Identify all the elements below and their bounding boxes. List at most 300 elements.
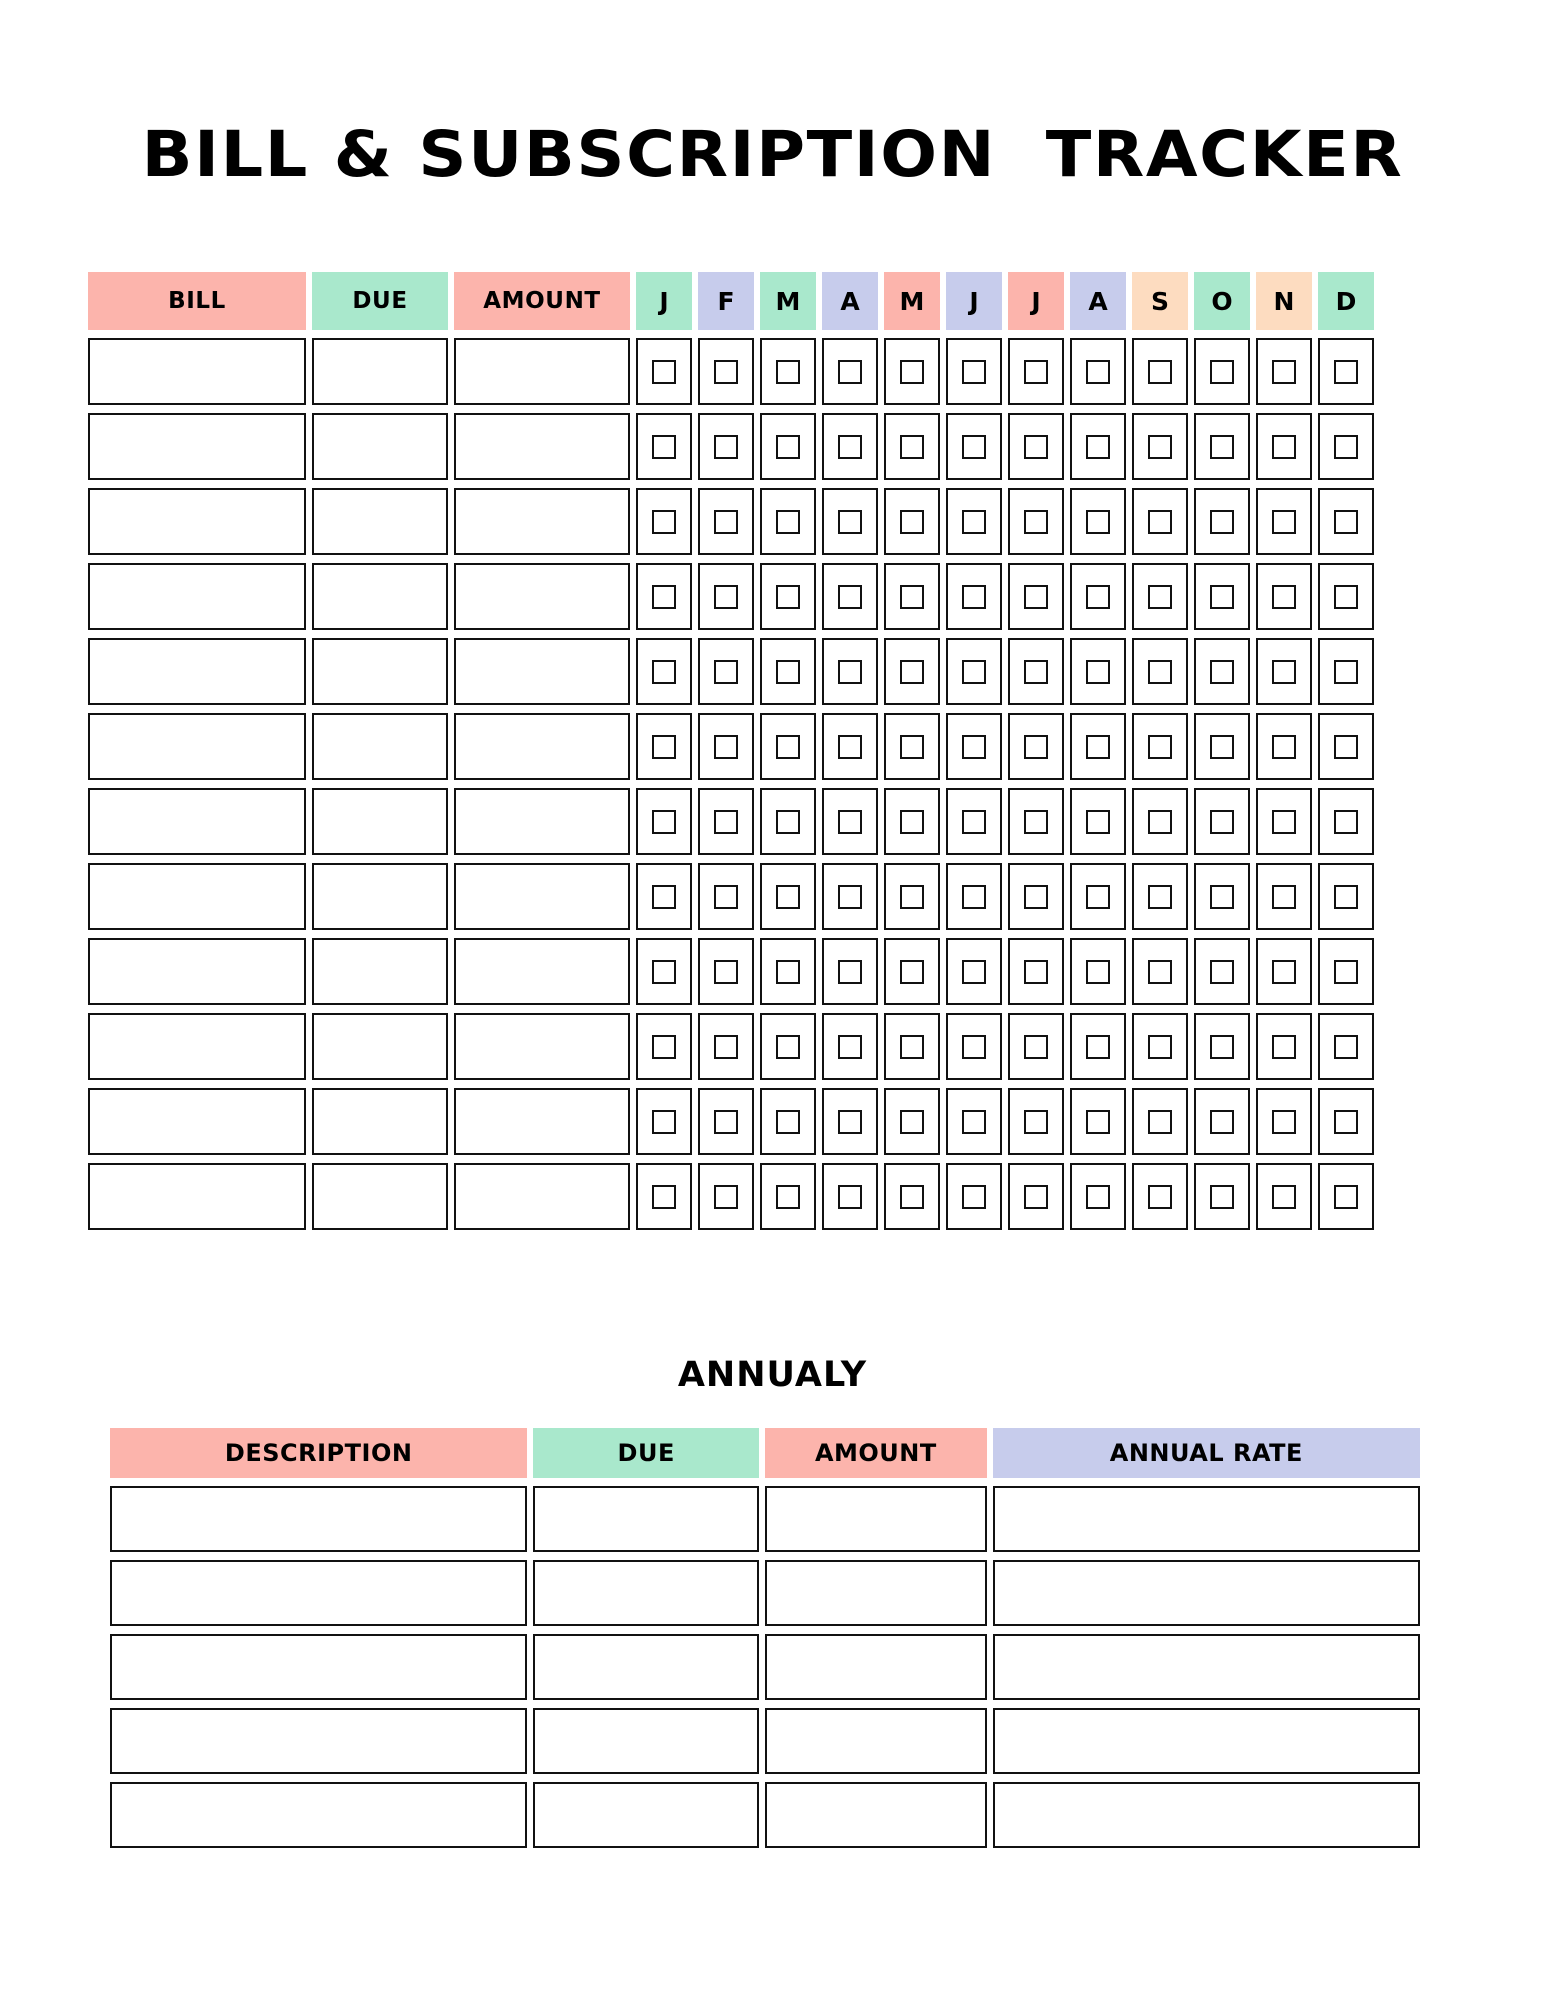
month-cell-5[interactable] <box>884 863 940 930</box>
month-cell-11[interactable] <box>1256 488 1312 555</box>
checkbox-icon[interactable] <box>1272 1035 1296 1059</box>
month-cell-12[interactable] <box>1318 1013 1374 1080</box>
checkbox-icon[interactable] <box>1086 660 1110 684</box>
checkbox-icon[interactable] <box>1334 1185 1358 1209</box>
checkbox-icon[interactable] <box>1272 810 1296 834</box>
month-cell-2[interactable] <box>698 413 754 480</box>
annual-amt-field[interactable] <box>765 1782 987 1848</box>
bill-field[interactable] <box>88 488 306 555</box>
month-cell-9[interactable] <box>1132 563 1188 630</box>
checkbox-icon[interactable] <box>652 735 676 759</box>
month-cell-6[interactable] <box>946 1013 1002 1080</box>
checkbox-icon[interactable] <box>900 1035 924 1059</box>
due-field[interactable] <box>312 863 448 930</box>
month-cell-8[interactable] <box>1070 488 1126 555</box>
annual-rate-field[interactable] <box>993 1634 1420 1700</box>
month-cell-10[interactable] <box>1194 863 1250 930</box>
month-cell-8[interactable] <box>1070 788 1126 855</box>
month-cell-4[interactable] <box>822 863 878 930</box>
checkbox-icon[interactable] <box>1272 1185 1296 1209</box>
bill-field[interactable] <box>88 413 306 480</box>
month-cell-2[interactable] <box>698 488 754 555</box>
checkbox-icon[interactable] <box>1086 510 1110 534</box>
month-cell-6[interactable] <box>946 938 1002 1005</box>
amount-field[interactable] <box>454 1163 630 1230</box>
checkbox-icon[interactable] <box>1272 885 1296 909</box>
bill-field[interactable] <box>88 638 306 705</box>
month-cell-9[interactable] <box>1132 863 1188 930</box>
month-cell-12[interactable] <box>1318 1088 1374 1155</box>
amount-field[interactable] <box>454 413 630 480</box>
month-cell-2[interactable] <box>698 563 754 630</box>
annual-desc-field[interactable] <box>110 1782 527 1848</box>
due-field[interactable] <box>312 563 448 630</box>
month-cell-5[interactable] <box>884 488 940 555</box>
checkbox-icon[interactable] <box>652 1185 676 1209</box>
annual-rate-field[interactable] <box>993 1708 1420 1774</box>
month-cell-8[interactable] <box>1070 1013 1126 1080</box>
checkbox-icon[interactable] <box>776 360 800 384</box>
amount-field[interactable] <box>454 788 630 855</box>
month-cell-10[interactable] <box>1194 1088 1250 1155</box>
month-cell-9[interactable] <box>1132 1088 1188 1155</box>
checkbox-icon[interactable] <box>1086 1185 1110 1209</box>
month-cell-11[interactable] <box>1256 1013 1312 1080</box>
due-field[interactable] <box>312 338 448 405</box>
month-cell-5[interactable] <box>884 638 940 705</box>
month-cell-11[interactable] <box>1256 413 1312 480</box>
checkbox-icon[interactable] <box>1334 885 1358 909</box>
month-cell-11[interactable] <box>1256 938 1312 1005</box>
month-cell-1[interactable] <box>636 788 692 855</box>
checkbox-icon[interactable] <box>1148 435 1172 459</box>
checkbox-icon[interactable] <box>900 510 924 534</box>
bill-field[interactable] <box>88 563 306 630</box>
month-cell-6[interactable] <box>946 563 1002 630</box>
due-field[interactable] <box>312 1013 448 1080</box>
month-cell-5[interactable] <box>884 1013 940 1080</box>
month-cell-5[interactable] <box>884 563 940 630</box>
checkbox-icon[interactable] <box>1086 360 1110 384</box>
bill-field[interactable] <box>88 1088 306 1155</box>
checkbox-icon[interactable] <box>1210 585 1234 609</box>
month-cell-12[interactable] <box>1318 863 1374 930</box>
checkbox-icon[interactable] <box>838 435 862 459</box>
amount-field[interactable] <box>454 638 630 705</box>
checkbox-icon[interactable] <box>1210 960 1234 984</box>
checkbox-icon[interactable] <box>1024 585 1048 609</box>
month-cell-2[interactable] <box>698 338 754 405</box>
month-cell-6[interactable] <box>946 413 1002 480</box>
annual-due-field[interactable] <box>533 1634 759 1700</box>
month-cell-3[interactable] <box>760 1013 816 1080</box>
checkbox-icon[interactable] <box>776 1185 800 1209</box>
checkbox-icon[interactable] <box>652 660 676 684</box>
amount-field[interactable] <box>454 1088 630 1155</box>
checkbox-icon[interactable] <box>1210 360 1234 384</box>
checkbox-icon[interactable] <box>714 1035 738 1059</box>
month-cell-1[interactable] <box>636 713 692 780</box>
annual-rate-field[interactable] <box>993 1486 1420 1552</box>
checkbox-icon[interactable] <box>838 885 862 909</box>
month-cell-4[interactable] <box>822 563 878 630</box>
checkbox-icon[interactable] <box>1148 960 1172 984</box>
due-field[interactable] <box>312 638 448 705</box>
month-cell-11[interactable] <box>1256 638 1312 705</box>
checkbox-icon[interactable] <box>1024 810 1048 834</box>
month-cell-4[interactable] <box>822 1163 878 1230</box>
month-cell-8[interactable] <box>1070 638 1126 705</box>
checkbox-icon[interactable] <box>1334 1110 1358 1134</box>
month-cell-7[interactable] <box>1008 788 1064 855</box>
bill-field[interactable] <box>88 1013 306 1080</box>
checkbox-icon[interactable] <box>962 660 986 684</box>
annual-due-field[interactable] <box>533 1486 759 1552</box>
month-cell-2[interactable] <box>698 713 754 780</box>
checkbox-icon[interactable] <box>1210 810 1234 834</box>
checkbox-icon[interactable] <box>1086 1035 1110 1059</box>
checkbox-icon[interactable] <box>776 885 800 909</box>
month-cell-8[interactable] <box>1070 338 1126 405</box>
month-cell-8[interactable] <box>1070 713 1126 780</box>
checkbox-icon[interactable] <box>962 360 986 384</box>
month-cell-1[interactable] <box>636 1163 692 1230</box>
due-field[interactable] <box>312 788 448 855</box>
month-cell-1[interactable] <box>636 488 692 555</box>
checkbox-icon[interactable] <box>1210 435 1234 459</box>
checkbox-icon[interactable] <box>714 960 738 984</box>
month-cell-8[interactable] <box>1070 1163 1126 1230</box>
checkbox-icon[interactable] <box>1334 660 1358 684</box>
month-cell-9[interactable] <box>1132 1013 1188 1080</box>
checkbox-icon[interactable] <box>776 660 800 684</box>
month-cell-8[interactable] <box>1070 863 1126 930</box>
month-cell-3[interactable] <box>760 563 816 630</box>
checkbox-icon[interactable] <box>1024 735 1048 759</box>
checkbox-icon[interactable] <box>900 885 924 909</box>
checkbox-icon[interactable] <box>962 585 986 609</box>
month-cell-12[interactable] <box>1318 1163 1374 1230</box>
bill-field[interactable] <box>88 788 306 855</box>
month-cell-10[interactable] <box>1194 413 1250 480</box>
checkbox-icon[interactable] <box>652 360 676 384</box>
checkbox-icon[interactable] <box>1210 510 1234 534</box>
month-cell-3[interactable] <box>760 1163 816 1230</box>
checkbox-icon[interactable] <box>776 960 800 984</box>
month-cell-10[interactable] <box>1194 638 1250 705</box>
checkbox-icon[interactable] <box>1024 510 1048 534</box>
checkbox-icon[interactable] <box>1148 1035 1172 1059</box>
month-cell-7[interactable] <box>1008 863 1064 930</box>
checkbox-icon[interactable] <box>1024 660 1048 684</box>
month-cell-9[interactable] <box>1132 413 1188 480</box>
amount-field[interactable] <box>454 338 630 405</box>
month-cell-1[interactable] <box>636 1088 692 1155</box>
checkbox-icon[interactable] <box>1210 1185 1234 1209</box>
month-cell-5[interactable] <box>884 938 940 1005</box>
due-field[interactable] <box>312 1088 448 1155</box>
checkbox-icon[interactable] <box>900 1185 924 1209</box>
checkbox-icon[interactable] <box>1086 1110 1110 1134</box>
annual-due-field[interactable] <box>533 1708 759 1774</box>
month-cell-4[interactable] <box>822 1088 878 1155</box>
month-cell-1[interactable] <box>636 563 692 630</box>
month-cell-11[interactable] <box>1256 1088 1312 1155</box>
checkbox-icon[interactable] <box>652 510 676 534</box>
month-cell-10[interactable] <box>1194 788 1250 855</box>
month-cell-10[interactable] <box>1194 563 1250 630</box>
checkbox-icon[interactable] <box>776 435 800 459</box>
checkbox-icon[interactable] <box>714 1110 738 1134</box>
month-cell-3[interactable] <box>760 863 816 930</box>
checkbox-icon[interactable] <box>1024 1110 1048 1134</box>
checkbox-icon[interactable] <box>1086 810 1110 834</box>
checkbox-icon[interactable] <box>776 810 800 834</box>
month-cell-7[interactable] <box>1008 713 1064 780</box>
checkbox-icon[interactable] <box>1148 885 1172 909</box>
month-cell-10[interactable] <box>1194 338 1250 405</box>
month-cell-2[interactable] <box>698 788 754 855</box>
checkbox-icon[interactable] <box>1334 510 1358 534</box>
checkbox-icon[interactable] <box>714 360 738 384</box>
checkbox-icon[interactable] <box>1272 660 1296 684</box>
month-cell-3[interactable] <box>760 338 816 405</box>
checkbox-icon[interactable] <box>900 360 924 384</box>
month-cell-1[interactable] <box>636 338 692 405</box>
month-cell-5[interactable] <box>884 338 940 405</box>
month-cell-1[interactable] <box>636 413 692 480</box>
month-cell-7[interactable] <box>1008 488 1064 555</box>
checkbox-icon[interactable] <box>1210 885 1234 909</box>
bill-field[interactable] <box>88 1163 306 1230</box>
checkbox-icon[interactable] <box>1024 360 1048 384</box>
checkbox-icon[interactable] <box>1024 885 1048 909</box>
checkbox-icon[interactable] <box>838 1110 862 1134</box>
checkbox-icon[interactable] <box>1210 1110 1234 1134</box>
checkbox-icon[interactable] <box>900 960 924 984</box>
month-cell-12[interactable] <box>1318 638 1374 705</box>
checkbox-icon[interactable] <box>776 510 800 534</box>
due-field[interactable] <box>312 488 448 555</box>
checkbox-icon[interactable] <box>652 585 676 609</box>
due-field[interactable] <box>312 938 448 1005</box>
checkbox-icon[interactable] <box>714 735 738 759</box>
amount-field[interactable] <box>454 938 630 1005</box>
checkbox-icon[interactable] <box>776 1110 800 1134</box>
month-cell-1[interactable] <box>636 638 692 705</box>
checkbox-icon[interactable] <box>776 1035 800 1059</box>
annual-due-field[interactable] <box>533 1560 759 1626</box>
checkbox-icon[interactable] <box>900 1110 924 1134</box>
month-cell-1[interactable] <box>636 863 692 930</box>
month-cell-5[interactable] <box>884 1163 940 1230</box>
checkbox-icon[interactable] <box>1024 435 1048 459</box>
month-cell-7[interactable] <box>1008 563 1064 630</box>
checkbox-icon[interactable] <box>1024 1035 1048 1059</box>
checkbox-icon[interactable] <box>900 810 924 834</box>
month-cell-3[interactable] <box>760 1088 816 1155</box>
checkbox-icon[interactable] <box>900 585 924 609</box>
month-cell-11[interactable] <box>1256 338 1312 405</box>
checkbox-icon[interactable] <box>776 735 800 759</box>
checkbox-icon[interactable] <box>962 735 986 759</box>
month-cell-6[interactable] <box>946 863 1002 930</box>
bill-field[interactable] <box>88 338 306 405</box>
bill-field[interactable] <box>88 938 306 1005</box>
checkbox-icon[interactable] <box>838 735 862 759</box>
month-cell-3[interactable] <box>760 713 816 780</box>
checkbox-icon[interactable] <box>962 1110 986 1134</box>
month-cell-4[interactable] <box>822 413 878 480</box>
checkbox-icon[interactable] <box>962 1185 986 1209</box>
checkbox-icon[interactable] <box>962 510 986 534</box>
month-cell-4[interactable] <box>822 938 878 1005</box>
month-cell-4[interactable] <box>822 788 878 855</box>
checkbox-icon[interactable] <box>838 660 862 684</box>
checkbox-icon[interactable] <box>838 360 862 384</box>
month-cell-4[interactable] <box>822 638 878 705</box>
month-cell-7[interactable] <box>1008 938 1064 1005</box>
month-cell-4[interactable] <box>822 338 878 405</box>
month-cell-6[interactable] <box>946 713 1002 780</box>
month-cell-9[interactable] <box>1132 1163 1188 1230</box>
month-cell-10[interactable] <box>1194 713 1250 780</box>
month-cell-10[interactable] <box>1194 488 1250 555</box>
amount-field[interactable] <box>454 863 630 930</box>
month-cell-7[interactable] <box>1008 1013 1064 1080</box>
checkbox-icon[interactable] <box>962 960 986 984</box>
month-cell-3[interactable] <box>760 938 816 1005</box>
checkbox-icon[interactable] <box>838 1035 862 1059</box>
month-cell-5[interactable] <box>884 788 940 855</box>
checkbox-icon[interactable] <box>1024 1185 1048 1209</box>
month-cell-1[interactable] <box>636 938 692 1005</box>
checkbox-icon[interactable] <box>1272 435 1296 459</box>
checkbox-icon[interactable] <box>1334 810 1358 834</box>
checkbox-icon[interactable] <box>962 885 986 909</box>
month-cell-5[interactable] <box>884 1088 940 1155</box>
amount-field[interactable] <box>454 713 630 780</box>
month-cell-11[interactable] <box>1256 863 1312 930</box>
checkbox-icon[interactable] <box>1272 735 1296 759</box>
checkbox-icon[interactable] <box>652 1110 676 1134</box>
month-cell-7[interactable] <box>1008 638 1064 705</box>
month-cell-7[interactable] <box>1008 1163 1064 1230</box>
checkbox-icon[interactable] <box>776 585 800 609</box>
month-cell-8[interactable] <box>1070 413 1126 480</box>
checkbox-icon[interactable] <box>1086 960 1110 984</box>
month-cell-4[interactable] <box>822 1013 878 1080</box>
month-cell-12[interactable] <box>1318 788 1374 855</box>
checkbox-icon[interactable] <box>962 1035 986 1059</box>
annual-amt-field[interactable] <box>765 1708 987 1774</box>
month-cell-11[interactable] <box>1256 563 1312 630</box>
checkbox-icon[interactable] <box>1148 360 1172 384</box>
annual-rate-field[interactable] <box>993 1782 1420 1848</box>
month-cell-12[interactable] <box>1318 713 1374 780</box>
checkbox-icon[interactable] <box>1086 735 1110 759</box>
checkbox-icon[interactable] <box>838 585 862 609</box>
month-cell-2[interactable] <box>698 1163 754 1230</box>
checkbox-icon[interactable] <box>962 435 986 459</box>
annual-desc-field[interactable] <box>110 1708 527 1774</box>
checkbox-icon[interactable] <box>1272 960 1296 984</box>
checkbox-icon[interactable] <box>714 660 738 684</box>
month-cell-7[interactable] <box>1008 413 1064 480</box>
checkbox-icon[interactable] <box>900 660 924 684</box>
checkbox-icon[interactable] <box>1210 1035 1234 1059</box>
checkbox-icon[interactable] <box>1334 735 1358 759</box>
annual-desc-field[interactable] <box>110 1560 527 1626</box>
month-cell-8[interactable] <box>1070 563 1126 630</box>
checkbox-icon[interactable] <box>1272 360 1296 384</box>
checkbox-icon[interactable] <box>714 510 738 534</box>
checkbox-icon[interactable] <box>714 1185 738 1209</box>
checkbox-icon[interactable] <box>652 1035 676 1059</box>
month-cell-6[interactable] <box>946 638 1002 705</box>
due-field[interactable] <box>312 1163 448 1230</box>
checkbox-icon[interactable] <box>652 960 676 984</box>
month-cell-2[interactable] <box>698 863 754 930</box>
month-cell-6[interactable] <box>946 1163 1002 1230</box>
due-field[interactable] <box>312 713 448 780</box>
month-cell-1[interactable] <box>636 1013 692 1080</box>
month-cell-2[interactable] <box>698 938 754 1005</box>
annual-amt-field[interactable] <box>765 1634 987 1700</box>
checkbox-icon[interactable] <box>1148 660 1172 684</box>
month-cell-2[interactable] <box>698 1088 754 1155</box>
checkbox-icon[interactable] <box>1148 735 1172 759</box>
month-cell-12[interactable] <box>1318 413 1374 480</box>
checkbox-icon[interactable] <box>1334 960 1358 984</box>
month-cell-6[interactable] <box>946 488 1002 555</box>
month-cell-11[interactable] <box>1256 1163 1312 1230</box>
amount-field[interactable] <box>454 488 630 555</box>
month-cell-12[interactable] <box>1318 488 1374 555</box>
month-cell-7[interactable] <box>1008 1088 1064 1155</box>
month-cell-7[interactable] <box>1008 338 1064 405</box>
month-cell-6[interactable] <box>946 1088 1002 1155</box>
month-cell-2[interactable] <box>698 1013 754 1080</box>
checkbox-icon[interactable] <box>652 435 676 459</box>
checkbox-icon[interactable] <box>838 810 862 834</box>
annual-due-field[interactable] <box>533 1782 759 1848</box>
annual-amt-field[interactable] <box>765 1560 987 1626</box>
month-cell-8[interactable] <box>1070 938 1126 1005</box>
annual-desc-field[interactable] <box>110 1634 527 1700</box>
month-cell-3[interactable] <box>760 413 816 480</box>
checkbox-icon[interactable] <box>838 960 862 984</box>
checkbox-icon[interactable] <box>1210 735 1234 759</box>
month-cell-4[interactable] <box>822 713 878 780</box>
month-cell-3[interactable] <box>760 488 816 555</box>
checkbox-icon[interactable] <box>838 1185 862 1209</box>
checkbox-icon[interactable] <box>1148 810 1172 834</box>
month-cell-10[interactable] <box>1194 1013 1250 1080</box>
month-cell-9[interactable] <box>1132 338 1188 405</box>
month-cell-9[interactable] <box>1132 638 1188 705</box>
month-cell-11[interactable] <box>1256 713 1312 780</box>
checkbox-icon[interactable] <box>900 735 924 759</box>
checkbox-icon[interactable] <box>1272 510 1296 534</box>
checkbox-icon[interactable] <box>1148 510 1172 534</box>
checkbox-icon[interactable] <box>652 810 676 834</box>
checkbox-icon[interactable] <box>652 885 676 909</box>
month-cell-9[interactable] <box>1132 788 1188 855</box>
month-cell-12[interactable] <box>1318 338 1374 405</box>
checkbox-icon[interactable] <box>714 885 738 909</box>
amount-field[interactable] <box>454 1013 630 1080</box>
